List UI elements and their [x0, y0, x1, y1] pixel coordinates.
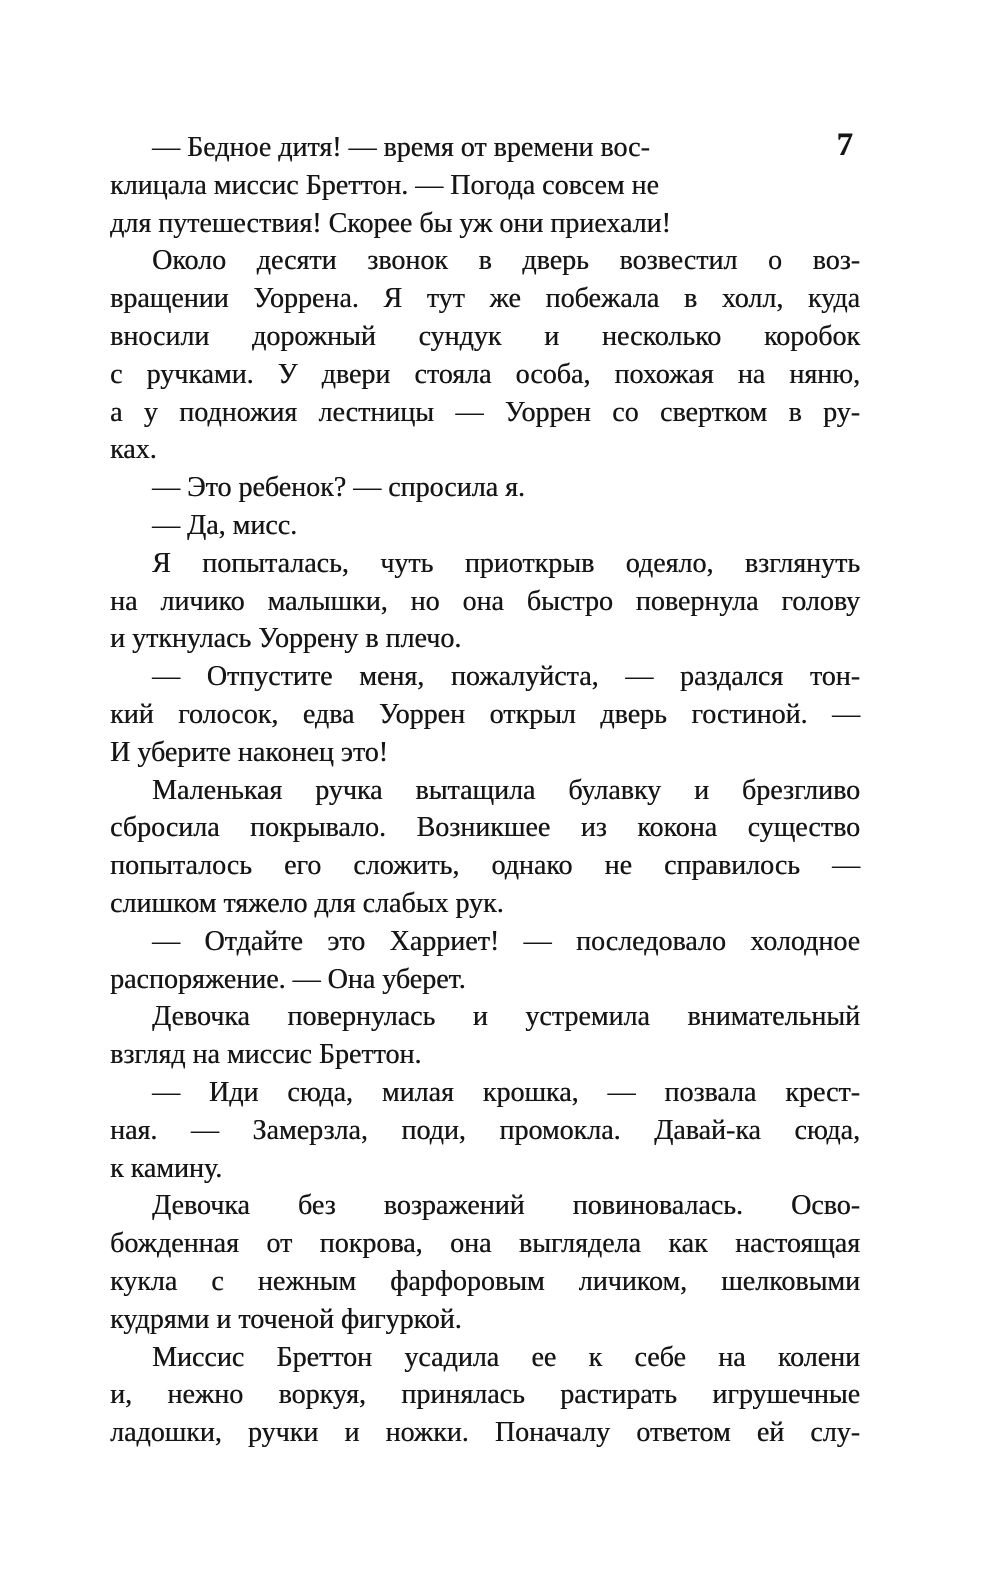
text-line: и, нежно воркуя, принялась растирать игрушечные	[110, 1379, 860, 1411]
text-line: кудрями и точеной фигуркой.	[110, 1303, 462, 1335]
paragraph	[110, 1187, 860, 1338]
text-line: и уткнулась Уоррену в плечо.	[110, 623, 462, 655]
text-line: божденная от покрова, она выглядела как настоящая	[110, 1228, 860, 1260]
text-line: кукла с нежным фарфоровым личиком, шелковыми	[110, 1265, 860, 1297]
paragraph	[110, 1074, 860, 1187]
text-line: Девочка повернулась и устремила внимательный	[152, 1001, 860, 1033]
text-line: Маленькая ручка вытащила булавку и брезгливо	[152, 774, 860, 806]
text-line: для путешествия! Скорее бы уж они приехали!	[110, 207, 671, 239]
text-line: клицала миссис Бреттон. — Погода совсем не	[110, 169, 659, 201]
paragraph	[110, 998, 860, 1074]
text-line: Миссис Бреттон усадила ее к себе на колени	[152, 1341, 860, 1373]
text-line: — Да, мисс.	[152, 509, 298, 541]
text-line: ладошки, ручки и ножки. Поначалу ответом ей слу-	[110, 1417, 860, 1449]
text-block	[110, 129, 860, 1452]
text-line: вращении Уоррена. Я тут же побежала в холл, куда	[110, 283, 860, 315]
text-line: И уберите наконец это!	[110, 736, 389, 768]
text-line: к камину.	[110, 1152, 223, 1184]
text-line: слишком тяжело для слабых рук.	[110, 887, 504, 919]
paragraph	[110, 923, 860, 999]
text-line: распоряжение. — Она уберет.	[110, 963, 466, 995]
text-line: — Бедное дитя! — время от времени вос-	[152, 132, 650, 163]
text-line: с ручками. У двери стояла особа, похожая на няню,	[110, 358, 860, 390]
text-line: Девочка без возражений повиновалась. Осво-	[152, 1190, 860, 1222]
text-line: ная. — Замерзла, поди, промокла. Давай-ка сюда,	[110, 1114, 860, 1146]
text-line: Я попыталась, чуть приоткрыв одеяло, взглянуть	[152, 547, 860, 579]
paragraph	[110, 507, 860, 545]
text-line: кий голосок, едва Уоррен открыл дверь гостиной. —	[110, 698, 860, 730]
text-line: — Отдайте это Харриет! — последовало холодное	[152, 925, 860, 957]
text-line: а у подножия лестницы — Уоррен со свертком в ру-	[110, 396, 860, 428]
page-number: 7	[836, 127, 853, 163]
text-line: — Иди сюда, милая крошка, — позвала крест-	[152, 1076, 860, 1108]
paragraph	[110, 129, 765, 242]
paragraph	[110, 1339, 860, 1452]
text-line: на личико малышки, но она быстро повернула голову	[110, 585, 860, 617]
text-line: — Отпустите меня, пожалуйста, — раздался тон-	[152, 661, 860, 693]
text-line: — Это ребенок? — спросила я.	[152, 472, 525, 504]
text-line: ках.	[110, 434, 157, 466]
paragraph	[110, 545, 860, 658]
text-line: вносили дорожный сундук и несколько коробок	[110, 320, 860, 352]
text-line: сбросила покрывало. Возникшее из кокона существо	[110, 812, 860, 844]
paragraph	[110, 658, 860, 771]
text-line: попыталось его сложить, однако не справилось —	[110, 850, 860, 882]
paragraph	[110, 242, 860, 469]
text-line: Около десяти звонок в дверь возвестил о воз-	[152, 245, 860, 277]
paragraph	[110, 772, 860, 923]
paragraph	[110, 469, 860, 507]
text-line: взгляд на миссис Бреттон.	[110, 1039, 422, 1071]
